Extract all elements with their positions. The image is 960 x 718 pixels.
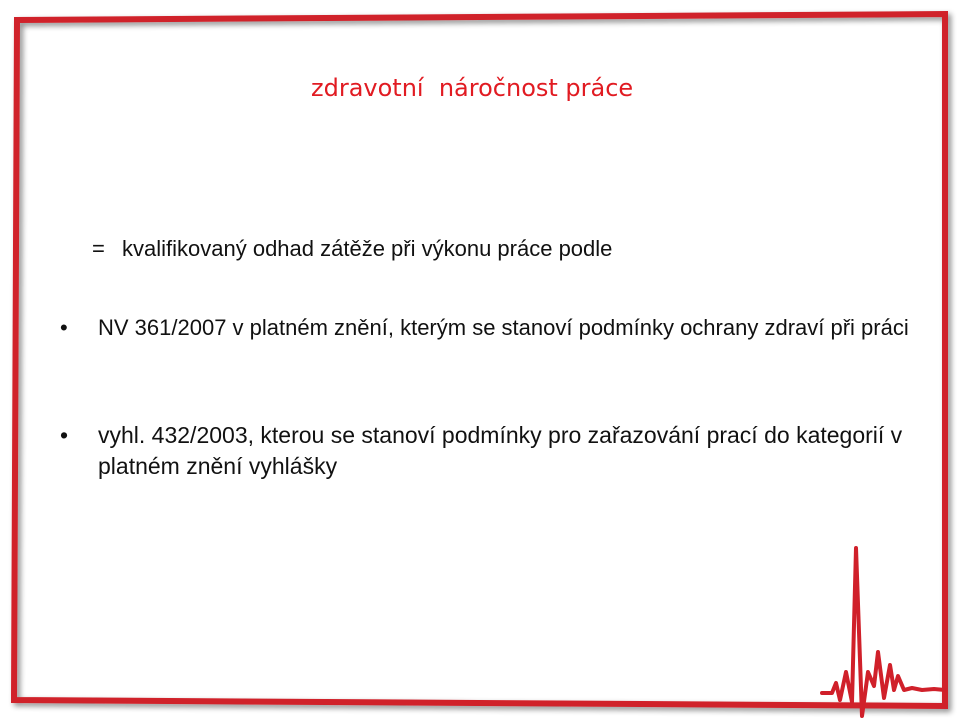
ecg-heartbeat-icon bbox=[822, 548, 945, 716]
frame-border bbox=[14, 14, 945, 706]
intro-text: kvalifikovaný odhad zátěže při výkonu práce podle bbox=[122, 236, 613, 261]
list-item bbox=[60, 420, 918, 482]
slide-title: zdravotní náročnost práce bbox=[311, 74, 634, 102]
bullet-icon: • bbox=[60, 315, 68, 340]
equals-sign: = bbox=[92, 236, 105, 261]
bullet-icon: • bbox=[60, 422, 69, 448]
intro-line bbox=[92, 236, 612, 262]
list-item bbox=[60, 312, 918, 343]
bullet-text: NV 361/2007 v platném znění, kterým se stanoví podmínky ochrany zdraví při práci bbox=[98, 315, 909, 340]
bullet-text: vyhl. 432/2003, kterou se stanoví podmínky pro zařazování prací do kategorií v platném znění vyhlášky bbox=[98, 422, 903, 479]
